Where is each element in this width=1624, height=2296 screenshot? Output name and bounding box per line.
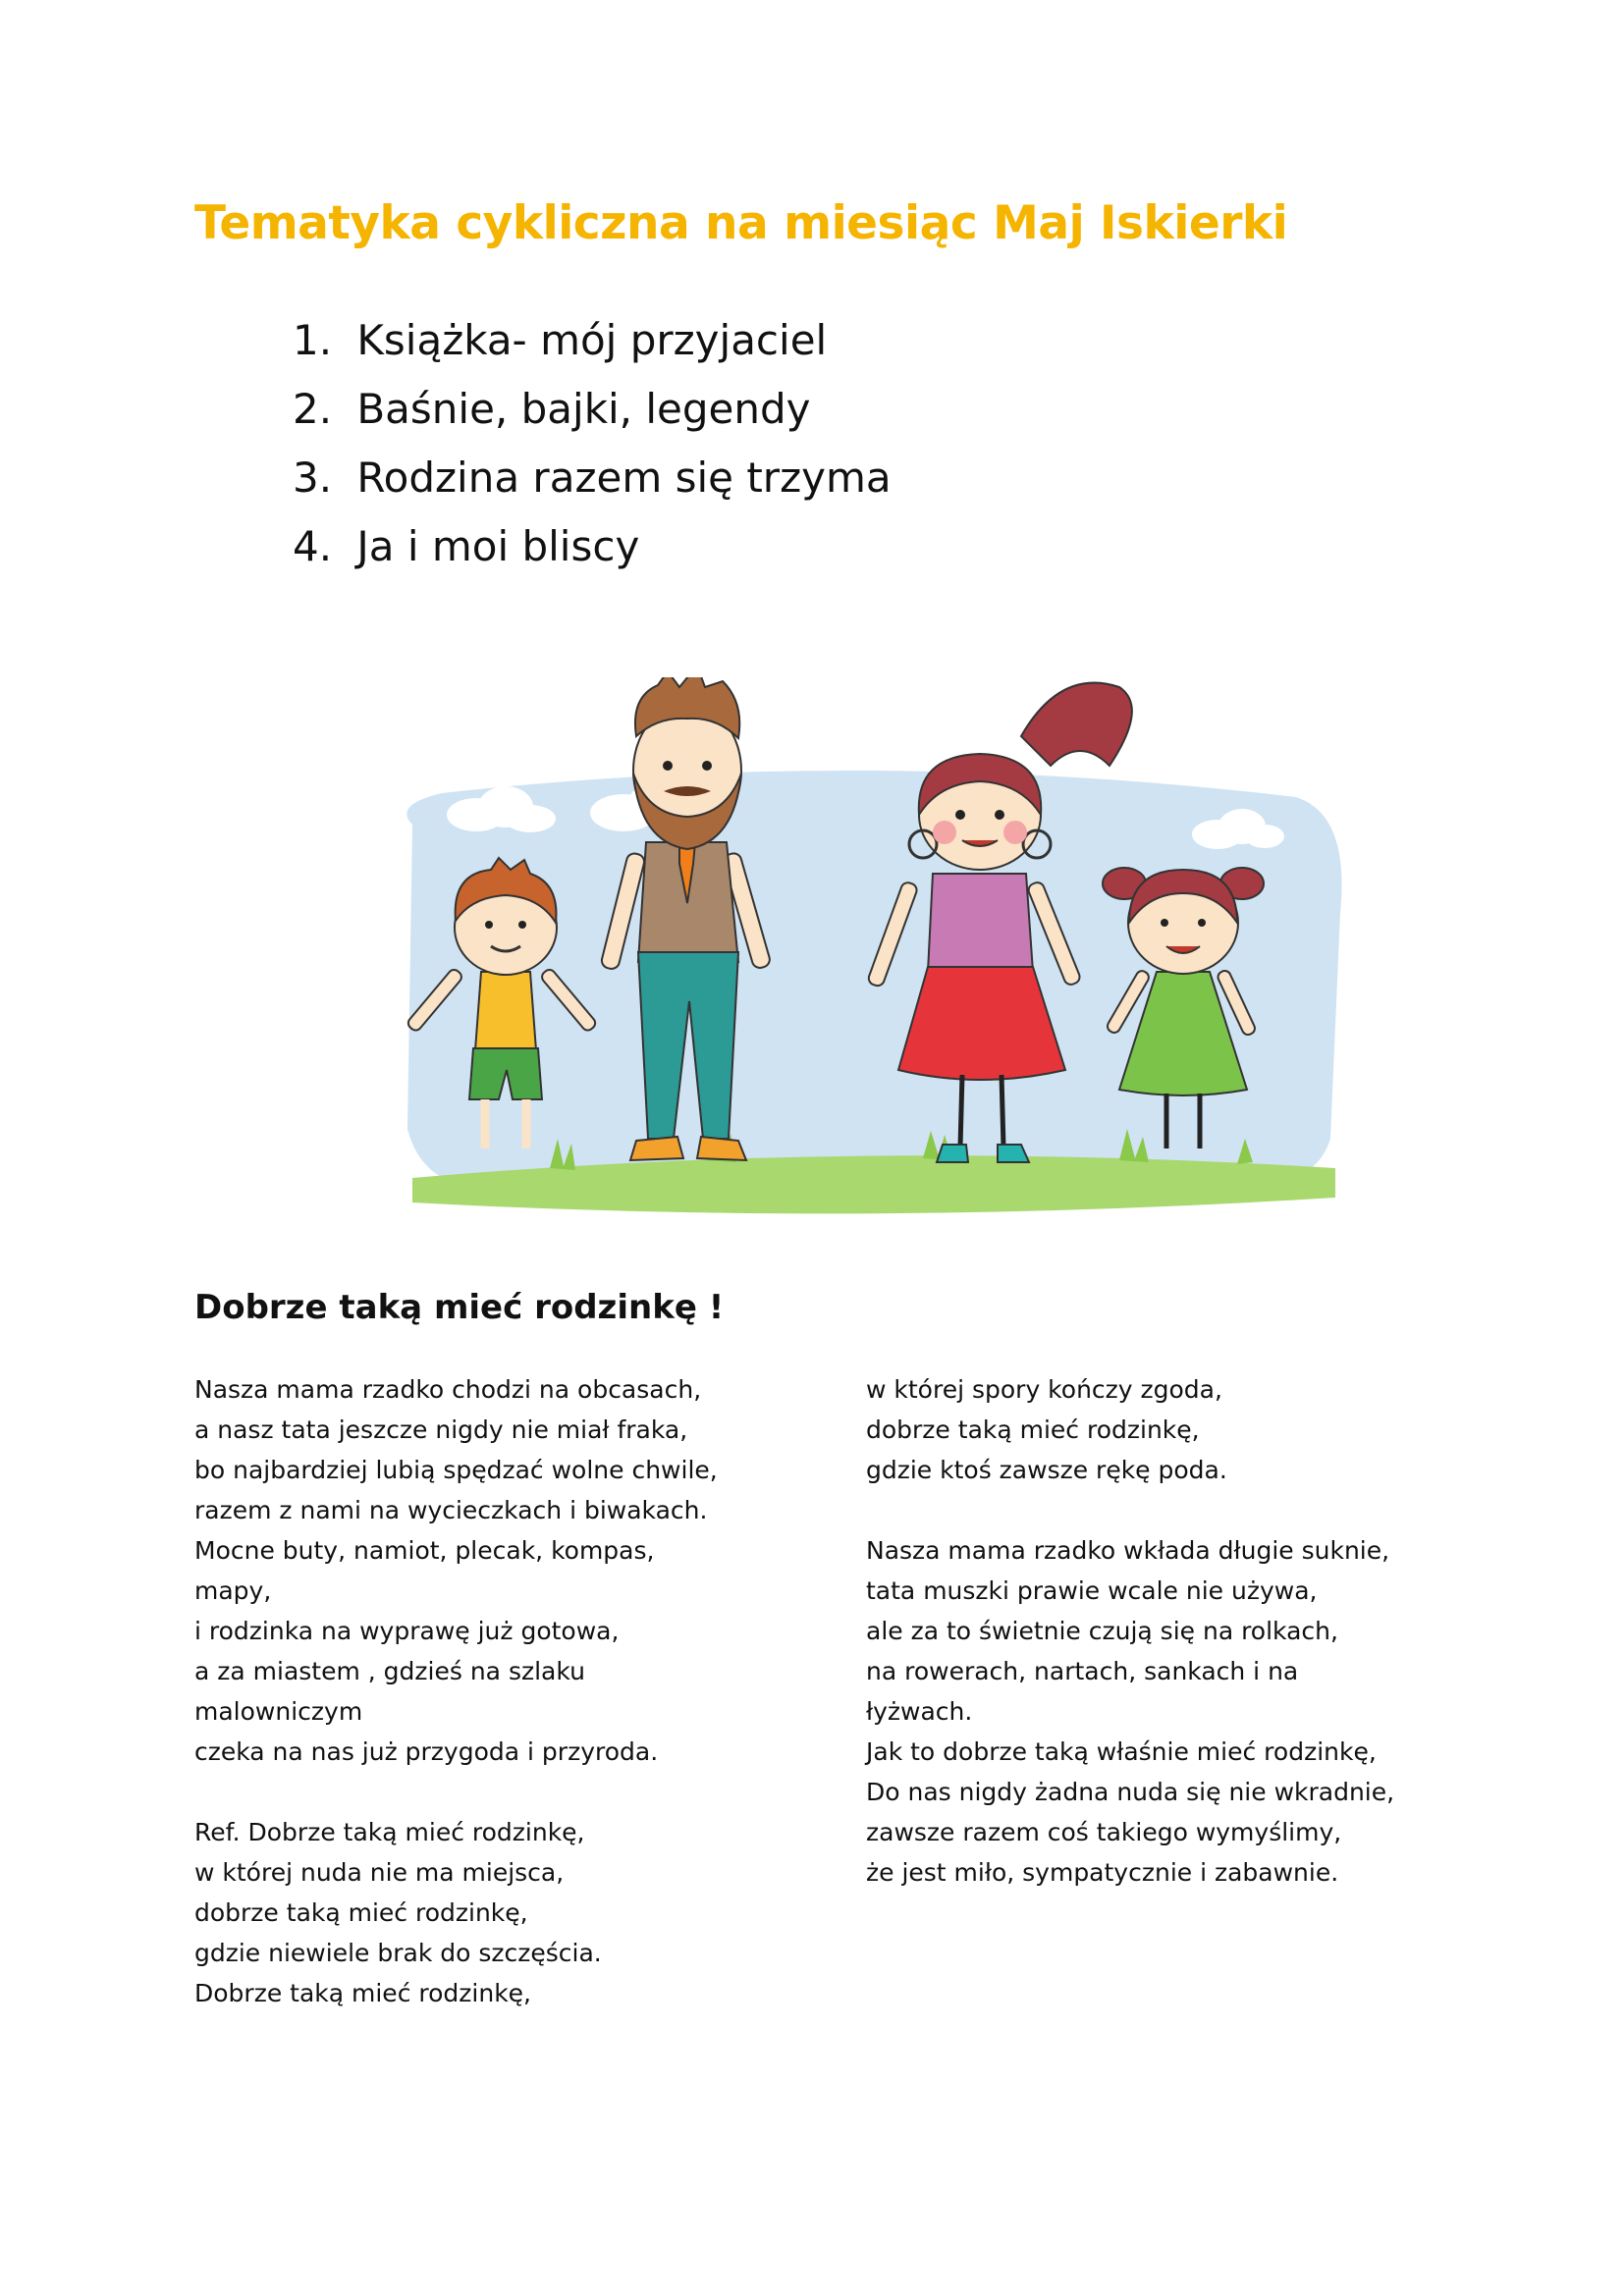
verse-line: Nasza mama rzadko wkłada długie suknie, [866,1536,1390,1565]
verse-line: zawsze razem coś takiego wymyślimy, [866,1818,1342,1846]
refrain-line: Ref. Dobrze taką mieć rodzinkę, [194,1818,585,1846]
topics-list [293,306,892,581]
topic-number: 1. [293,316,333,364]
refrain-line: gdzie ktoś zawsze rękę poda. [866,1456,1227,1484]
topic-text: Rodzina razem się trzyma [356,454,892,502]
topic-text: Baśnie, bajki, legendy [356,385,811,433]
song-left-column [194,1369,823,2013]
page-title: Tematyka cykliczna na miesiąc Maj Iskierki [194,196,1288,250]
song-right-column [866,1369,1475,1893]
refrain-line: gdzie niewiele brak do szczęścia. [194,1939,602,1967]
topic-item [293,306,892,375]
refrain-line: w której spory kończy zgoda, [866,1375,1222,1404]
topic-text: Książka- mój przyjaciel [356,316,828,364]
verse-line: a za miastem , gdzieś na szlaku [194,1657,585,1685]
verse-line: Do nas nigdy żadna nuda się nie wkradnie, [866,1778,1395,1806]
verse-line: Nasza mama rzadko chodzi na obcasach, [194,1375,702,1404]
verse-line: mapy, [194,1576,272,1605]
stanza-gap [866,1490,1475,1530]
refrain-line: Dobrze taką mieć rodzinkę, [194,1979,531,2007]
topic-item [293,375,892,444]
topic-item [293,512,892,581]
verse-line: malowniczym [194,1697,363,1726]
family-illustration-icon [373,677,1365,1227]
refrain-line: dobrze taką mieć rodzinkę, [194,1898,528,1927]
verse-line: ale za to świetnie czują się na rolkach, [866,1617,1338,1645]
verse-line: łyżwach. [866,1697,973,1726]
topic-item [293,444,892,512]
topic-number: 2. [293,385,333,433]
stanza-gap [194,1772,823,1812]
refrain-line: w której nuda nie ma miejsca, [194,1858,565,1887]
verse-line: i rodzinka na wyprawę już gotowa, [194,1617,620,1645]
refrain-line: dobrze taką mieć rodzinkę, [866,1415,1200,1444]
verse-line: czeka na nas już przygoda i przyroda. [194,1737,659,1766]
topic-number: 3. [293,454,333,502]
verse-line: Mocne buty, namiot, plecak, kompas, [194,1536,655,1565]
verse-line: tata muszki prawie wcale nie używa, [866,1576,1318,1605]
verse-line: bo najbardziej lubią spędzać wolne chwile, [194,1456,718,1484]
verse-line: a nasz tata jeszcze nigdy nie miał fraka, [194,1415,688,1444]
topic-number: 4. [293,522,333,570]
verse-line: Jak to dobrze taką właśnie mieć rodzinkę, [866,1737,1377,1766]
song-title: Dobrze taką mieć rodzinkę ! [194,1288,725,1327]
verse-line: że jest miło, sympatycznie i zabawnie. [866,1858,1339,1887]
verse-line: na rowerach, nartach, sankach i na [866,1657,1299,1685]
topic-text: Ja i moi bliscy [356,522,640,570]
verse-line: razem z nami na wycieczkach i biwakach. [194,1496,708,1524]
